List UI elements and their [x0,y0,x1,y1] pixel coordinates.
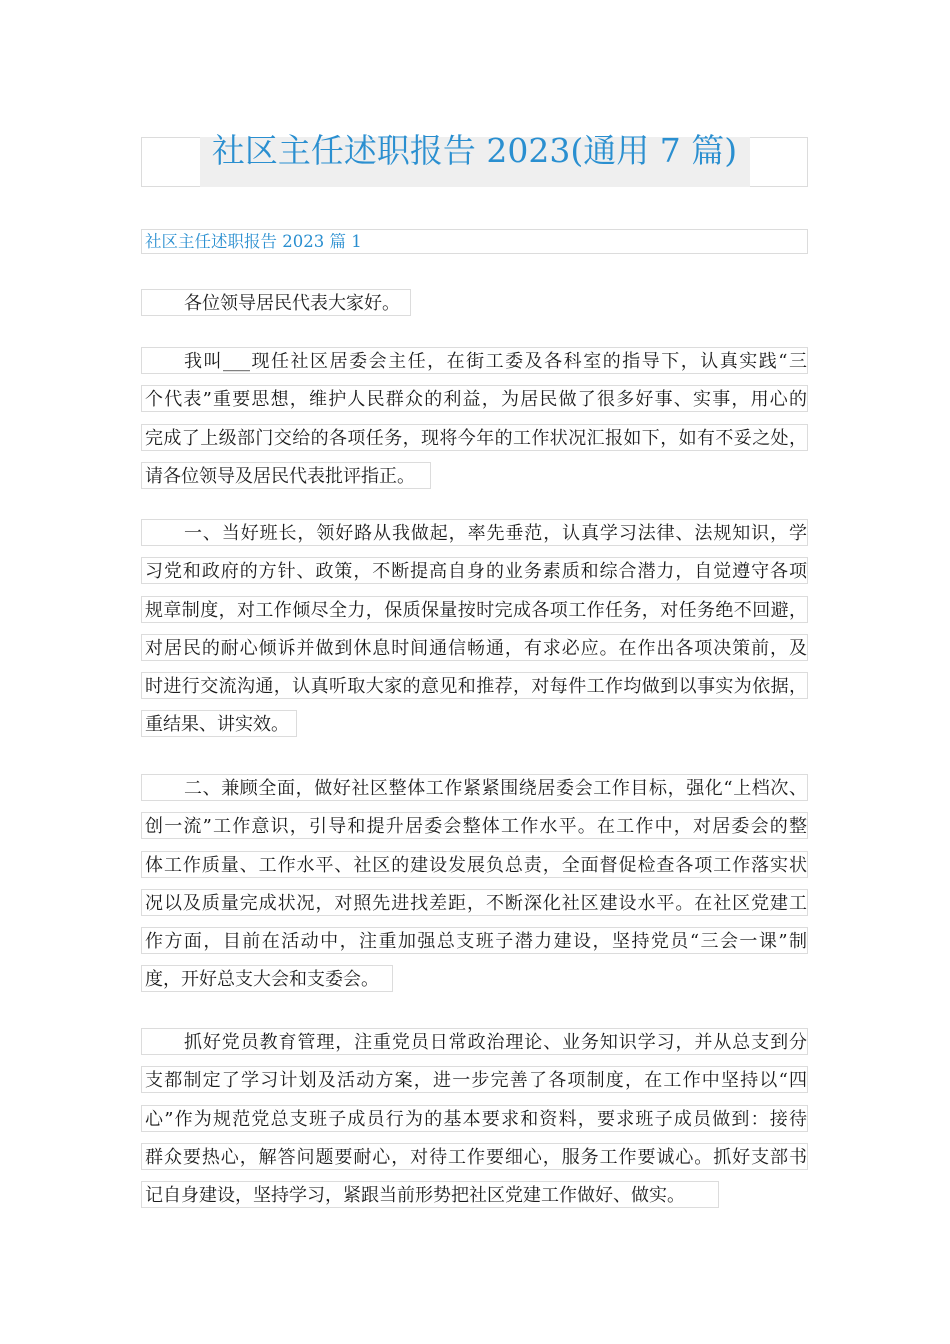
text-line-content: 创一流”工作意识，引导和提升居委会整体工作水平。在工作中，对居委会的整 [141,812,808,839]
text-line-content: 心”作为规范党总支班子成员行为的基本要求和资料，要求班子成员做到：接待 [141,1105,808,1132]
text-line-content: 作方面，目前在活动中，注重加强总支班子潜力建设，坚持党员“三会一课”制 [141,927,808,954]
text-line [141,1138,808,1176]
paragraph [141,769,808,999]
paragraph [141,514,808,744]
text-line-content: 抓好党员教育管理，注重党员日常政治理论、业务知识学习，并从总支到分 [141,1028,808,1055]
text-line [141,884,808,922]
text-line [141,1176,808,1214]
text-line-content: 各位领导居民代表大家好。 [141,289,411,316]
paragraph [141,284,808,322]
paragraph [141,342,808,495]
text-line [141,846,808,884]
text-line [141,629,808,667]
text-line [141,667,808,705]
text-line-content: 重结果、讲实效。 [141,710,297,737]
text-line [141,922,808,960]
text-line-content: 体工作质量、工作水平、社区的建设发展负总责，全面督促检查各项工作落实状 [141,851,808,878]
text-line-content: 支都制定了学习计划及活动方案，进一步完善了各项制度，在工作中坚持以“四 [141,1066,808,1093]
document-title: 社区主任述职报告 2023(通用 7 篇) [211,131,738,170]
text-line [141,380,808,418]
section-heading: 社区主任述职报告 2023 篇 1 [141,229,808,254]
text-line-content: 一、当好班长，领好路从我做起，率先垂范，认真学习法律、法规知识，学 [141,519,808,546]
text-line-content: 二、兼顾全面，做好社区整体工作紧紧围绕居委会工作目标，强化“上档次、 [141,774,808,801]
text-line [141,1100,808,1138]
text-line [141,457,808,495]
text-line-content: 况以及质量完成状况，对照先进找差距，不断深化社区建设水平。在社区党建工 [141,889,808,916]
text-line-content: 我叫___现任社区居委会主任，在街工委及各科室的指导下，认真实践“三 [141,347,808,374]
text-line-content: 习党和政府的方针、政策，不断提高自身的业务素质和综合潜力，自觉遵守各项 [141,557,808,584]
text-line-content: 规章制度，对工作倾尽全力，保质保量按时完成各项工作任务，对任务绝不回避， [141,596,808,623]
text-line [141,342,808,380]
text-line [141,552,808,590]
text-line [141,1023,808,1061]
text-line-content: 时进行交流沟通，认真听取大家的意见和推荐，对每件工作均做到以事实为依据， [141,672,808,699]
text-line-content: 个代表”重要思想，维护人民群众的利益，为居民做了很多好事、实事，用心的 [141,385,808,412]
text-line [141,1061,808,1099]
text-line-content: 完成了上级部门交给的各项任务，现将今年的工作状况汇报如下，如有不妥之处， [141,424,808,451]
text-line [141,807,808,845]
text-line [141,284,808,322]
text-line [141,591,808,629]
text-line-content: 群众要热心，解答问题要耐心，对待工作要细心，服务工作要诚心。抓好支部书 [141,1143,808,1170]
text-line-content: 请各位领导及居民代表批评指正。 [141,462,431,489]
text-line-content: 记自身建设，坚持学习，紧跟当前形势把社区党建工作做好、做实。 [141,1181,719,1208]
text-line-content: 度，开好总支大会和支委会。 [141,965,393,992]
text-line [141,960,808,998]
text-line [141,514,808,552]
text-line [141,419,808,457]
text-line [141,769,808,807]
paragraph [141,1023,808,1214]
text-line-content: 对居民的耐心倾诉并做到休息时间通信畅通，有求必应。在作出各项决策前，及 [141,634,808,661]
text-line [141,705,808,743]
